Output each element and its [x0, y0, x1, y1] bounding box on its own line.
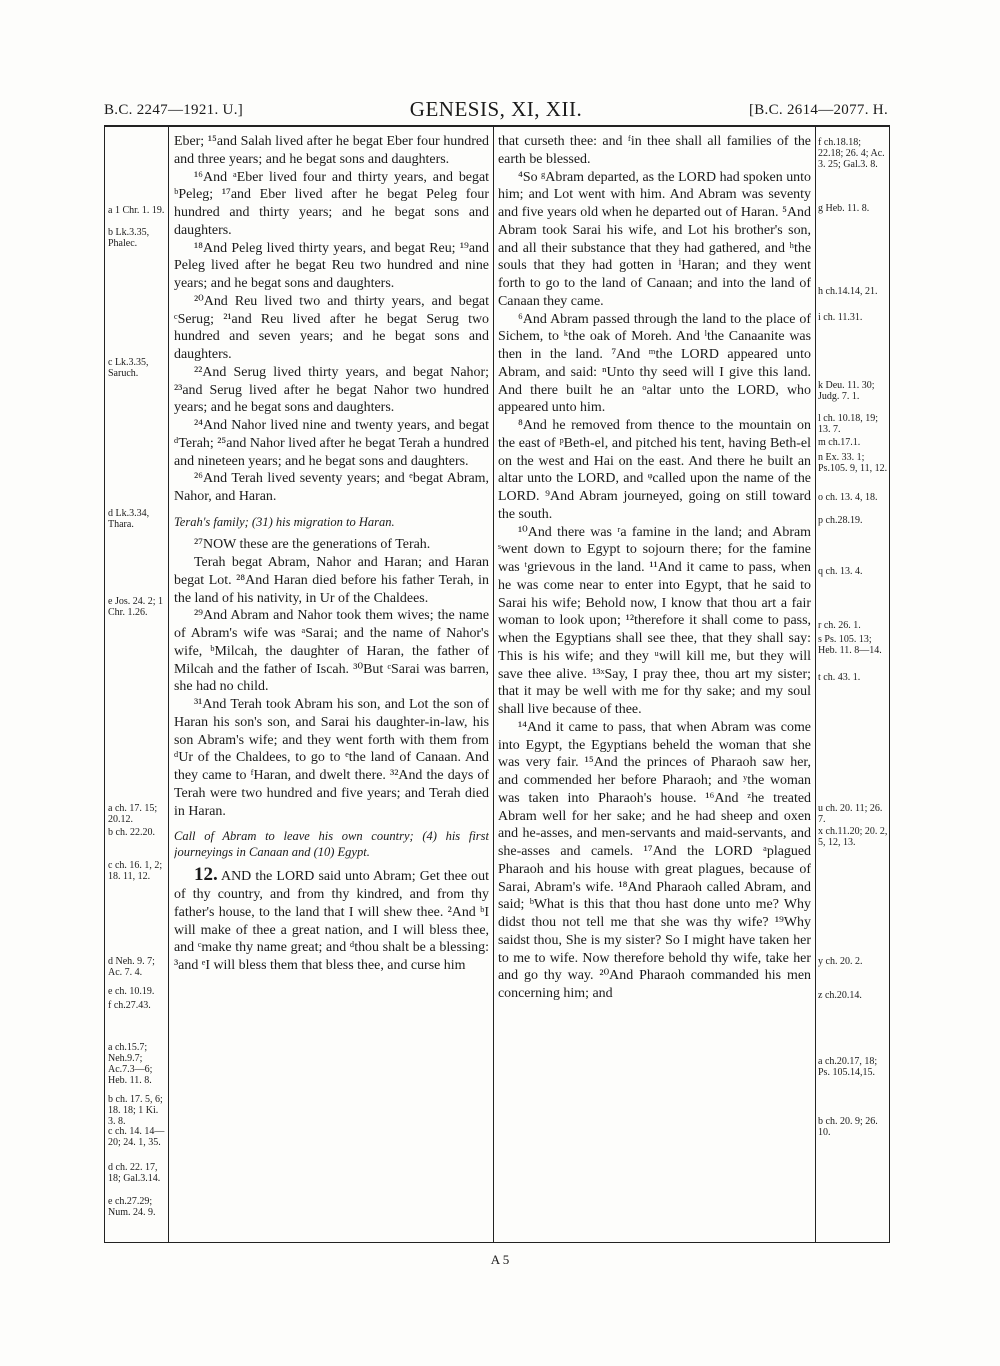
margin-note: e Jos. 24. 2; 1 Chr. 1.26.	[108, 596, 163, 618]
margin-note: l ch. 10.18, 19; 13. 7.	[818, 413, 878, 435]
margin-note: c ch. 16. 1, 2; 18. 11, 12.	[108, 860, 163, 882]
margin-note: e ch. 10.19.	[108, 986, 155, 997]
verse-paragraph: ¹⁶And ᵃEber lived four and thirty years, and begat ᵇPeleg; ¹⁷and Eber lived after he begat Peleg four hundred and thirty years; and he begat sons and daughters.	[174, 169, 489, 238]
header-rule	[104, 125, 890, 127]
verse-paragraph: ²⁶And Terah lived seventy years; and ᵉbegat Abram, Nahor, and Haran.	[174, 471, 489, 504]
margin-note: f ch.27.43.	[108, 1000, 151, 1011]
margin-note: u ch. 20. 11; 26. 7.	[818, 803, 883, 825]
chapter-text: AND the LORD said unto Abram; Get thee out of thy country, and from thy kindred, and from thy father's house, to the land that I will shew thee. ²And ᵇI will make of thee a great nation, and I will bless thee, and ᶜmake thy name great; and ᵈthou shalt be a blessing: ³and ᵉI will bless them that bless thee, and curse him	[174, 869, 489, 973]
left-margin-notes	[108, 0, 166, 1366]
margin-note: n Ex. 33. 1; Ps.105. 9, 11, 12.	[818, 452, 888, 474]
margin-note: c ch. 14. 14—20; 24. 1, 35.	[108, 1126, 165, 1148]
running-header	[104, 97, 888, 122]
center-column-rule	[493, 125, 494, 1243]
verse-paragraph: Terah begat Abram, Nahor and Haran; and Haran begat Lot. ²⁸And Haran died before his father Terah, in the land of his nativity, in Ur of the Chaldees.	[174, 555, 489, 606]
verse-paragraph: ²⁷NOW these are the generations of Terah.	[194, 537, 431, 553]
right-column-rule	[815, 125, 816, 1243]
verse-paragraph: ¹⁴And it came to pass, that when Abram was come into Egypt, the Egyptians beheld the woman that she was very fair. ¹⁵And the princes of Pharaoh saw her, and commended her before Pharaoh; and ʸthe woman was taken into Pharaoh's house. ¹⁶And ᶻhe treated Abram well for her sake; and he had sheep and oxen and he-asses, and men-servants and maid-servants, and she-asses and camels. ¹⁷And the LORD ᵃplagued Pharaoh and his house with great plagues, because of Sarai, Abram's wife. ¹⁸And Pharaoh called Abram, and said; ᵇWhat is this that thou hast done unto me? Why didst thou not tell me that she was thy wife? ¹⁹Why saidst thou, She is my sister? So I might have taken her to me to wife. Now therefore behold thy wife, take her and go thy way. ²⁰And Pharaoh commanded his men concerning him; and	[498, 719, 811, 1001]
margin-note: m ch.17.1.	[818, 437, 861, 448]
margin-note: s Ps. 105. 13; Heb. 11. 8—14.	[818, 634, 882, 656]
right-text-column	[498, 133, 811, 1238]
left-text-column	[174, 133, 489, 1238]
footer-rule	[104, 1242, 890, 1243]
section-caption: Terah's family; (31) his migration to Haran.	[174, 514, 395, 529]
margin-note: q ch. 13. 4.	[818, 566, 863, 577]
verse-paragraph: ²²And Serug lived thirty years, and begat Nahor; ²³and Serug lived after he begat Nahor two hundred years; and he begat sons and daughters.	[174, 364, 489, 416]
margin-note: b ch. 20. 9; 26. 10.	[818, 1116, 878, 1138]
margin-note: b Lk.3.35, Phalec.	[108, 227, 150, 249]
margin-note: b ch. 17. 5, 6; 18. 18; 1 Ki. 3. 8.	[108, 1094, 163, 1127]
header-right-date: [B.C. 2614—2077. H.	[748, 102, 888, 118]
verse-paragraph: ²⁹And Abram and Nahor took them wives; the name of Abram's wife was ᵃSarai; and the name of Nahor's wife, ᵇMilcah, the daughter of Haran, the father of Milcah and the father of Iscah. ³⁰But ᶜSarai was barren, she had no child.	[174, 608, 489, 695]
verse-paragraph: that curseth thee: and ᶠin thee shall all families of the earth be blessed.	[498, 134, 811, 167]
left-margin-rule	[104, 125, 105, 1243]
margin-note: g Heb. 11. 8.	[818, 203, 870, 214]
verse-paragraph: ⁸And he removed from thence to the mountain on the east of ᵖBeth-el, and pitched his tent, having Beth-el on the west and Hai on the east. And there he built an altar unto the LORD, and ᵠcalled upon the name of the LORD. ⁹And Abram journeyed, going on still toward the south.	[498, 418, 811, 522]
margin-note: k Deu. 11. 30; Judg. 7. 1.	[818, 380, 875, 402]
page-signature: A 5	[490, 1252, 510, 1267]
margin-note: a 1 Chr. 1. 19.	[108, 205, 165, 216]
chapter-number: 12.	[194, 864, 218, 886]
margin-note: b ch. 22.20.	[108, 827, 155, 838]
margin-note: d ch. 22. 17, 18; Gal.3.14.	[108, 1162, 161, 1184]
left-column-rule	[168, 125, 169, 1243]
verse-paragraph: ⁴So ᵍAbram departed, as the LORD had spoken unto him; and Lot went with him. And Abram was seventy and five years old when he departed out of Haran. ⁵And Abram took Sarai his wife, and Lot his brother's son, and all their substance that they had gathered, and ʰthe souls that they had gotten in ⁱHaran; and they went forth to go to the land of Canaan; and into the land of Canaan they came.	[498, 169, 811, 309]
margin-note: i ch. 11.31.	[818, 312, 863, 323]
header-left-date: B.C. 2247—1921. U.]	[104, 102, 244, 118]
right-margin-notes	[818, 0, 888, 1366]
verse-paragraph	[174, 866, 489, 975]
margin-note: y ch. 20. 2.	[818, 956, 863, 967]
margin-note: h ch.14.14, 21.	[818, 286, 878, 297]
verse-paragraph: ³¹And Terah took Abram his son, and Lot the son of Haran his son's son, and Sarai his daughter-in-law, his son Abram's wife; and they went forth with them from ᵈUr of the Chaldees, to go to ᵉthe land of Canaan. And they came to ᶠHaran, and dwelt there. ³²And the days of Terah were two hundred and five years; and Terah died in Haran.	[174, 697, 489, 819]
verse-paragraph: ²⁰And Reu lived two and thirty years, and begat ᶜSerug; ²¹and Reu lived after he begat Serug two hundred and seven years; and he begat sons and daughters.	[174, 293, 489, 362]
margin-note: d Neh. 9. 7; Ac. 7. 4.	[108, 956, 155, 978]
margin-note: t ch. 43. 1.	[818, 672, 861, 683]
margin-note: a ch.15.7; Neh.9.7; Ac.7.3—6; Heb. 11. 8.	[108, 1042, 153, 1086]
verse-paragraph: ¹⁰And there was ʳa famine in the land; and Abram ˢwent down to Egypt to sojourn there; for the famine was ᵗgrievous in the land. ¹¹And it came to pass, when he was come near to enter into Egypt, that he said to Sarai his wife; Behold now, I know that thou art a fair woman to look upon; ¹²therefore it shall come to pass, when the Egyptians shall see thee, that they shall say: This is his wife; and they ᵘwill kill me, but they will save thee alive. ¹³ˣSay, I pray thee, thou art my sister; that it may be well with me for thy sake; and my soul shall live because of thee.	[498, 524, 811, 717]
section-caption: Call of Abram to leave his own country; (4) his first journeyings in Canaan and (10) Egypt.	[174, 829, 489, 859]
margin-note: c Lk.3.35, Saruch.	[108, 357, 149, 379]
margin-note: p ch.28.19.	[818, 515, 863, 526]
verse-paragraph: ⁶And Abram passed through the land to the place of Sichem, to ᵏthe oak of Moreh. And ˡthe Canaanite was then in the land. ⁷And ᵐthe LORD appeared unto Abram, and said: ⁿUnto thy seed will I give this land. And there built he an ᵒaltar unto the LORD, who appeared unto him.	[498, 311, 811, 416]
verse-paragraph: ¹⁸And Peleg lived thirty years, and begat Reu; ¹⁹and Peleg lived after he begat Reu two hundred and nine years; and he begat sons and daughters.	[174, 240, 489, 291]
verse-paragraph: Eber; ¹⁵and Salah lived after he begat Eber four hundred and three years; and he begat sons and daughters.	[174, 134, 489, 167]
right-margin-rule	[889, 125, 890, 1243]
margin-note: x ch.11.20; 20. 2, 5, 12, 13.	[818, 826, 888, 848]
margin-note: z ch.20.14.	[818, 990, 862, 1001]
verse-paragraph: ²⁴And Nahor lived nine and twenty years, and begat ᵈTerah; ²⁵and Nahor lived after he begat Terah a hundred and nineteen years; and he begat sons and daughters.	[174, 418, 489, 469]
margin-note: a ch. 17. 15; 20.12.	[108, 803, 158, 825]
margin-note: e ch.27.29; Num. 24. 9.	[108, 1196, 156, 1218]
margin-note: d Lk.3.34, Thara.	[108, 508, 150, 530]
header-book-title: GENESIS, XI, XII.	[409, 97, 583, 121]
margin-note: o ch. 13. 4, 18.	[818, 492, 878, 503]
margin-note: f ch.18.18; 22.18; 26. 4; Ac. 3. 25; Gal.3. 8.	[818, 137, 885, 170]
margin-note: r ch. 26. 1.	[818, 620, 861, 631]
margin-note: a ch.20.17, 18; Ps. 105.14,15.	[818, 1056, 878, 1078]
